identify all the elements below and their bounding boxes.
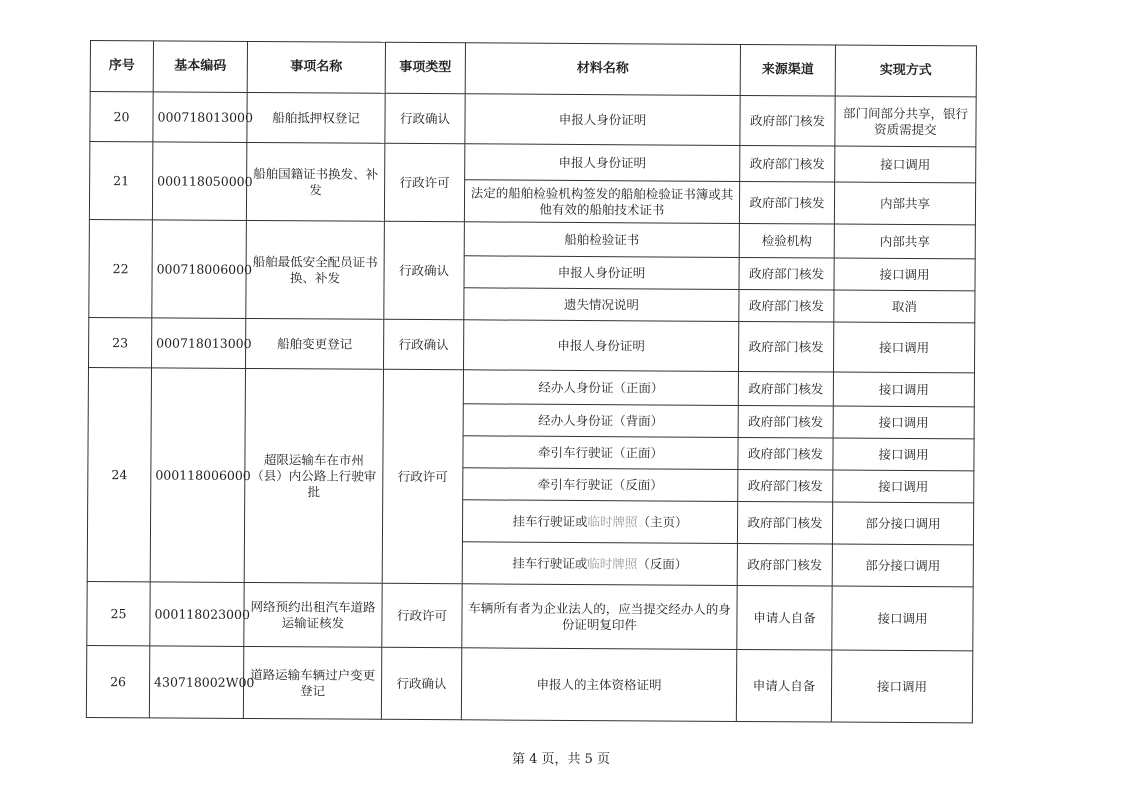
material-faded-text: 临时牌照 (587, 513, 638, 529)
cell-code: 000118050000 (152, 142, 246, 221)
header-seq: 序号 (90, 41, 153, 92)
cell-item: 网络预约出租汽车道路运输证核发 (244, 582, 382, 647)
cell-source: 政府部门核发 (738, 321, 833, 372)
cell-material: 车辆所有者为企业法人的，应当提交经办人的身份证明复印件 (462, 584, 737, 650)
page-footer: 第 4 页，共 5 页 (511, 752, 611, 767)
cell-code: 000718013000 (153, 92, 247, 143)
material-text-end: （主页） (637, 513, 688, 530)
cell-method: 接口调用 (834, 258, 975, 291)
cell-method: 接口调用 (835, 146, 976, 183)
cell-method: 接口调用 (833, 406, 974, 439)
table-row (90, 142, 976, 183)
table-row (88, 317, 974, 372)
cell-source: 政府部门核发 (738, 371, 833, 406)
table-row (88, 367, 974, 406)
cell-method: 内部共享 (834, 182, 975, 225)
cell-method: 接口调用 (832, 586, 973, 651)
cell-method: 接口调用 (831, 650, 972, 723)
cell-code: 000118006000 (150, 368, 245, 583)
cell-material: 经办人身份证（正面） (463, 370, 738, 406)
cell-source: 政府部门核发 (739, 181, 834, 224)
material-text: 挂车行驶证或 (512, 513, 588, 529)
cell-source: 检验机构 (739, 223, 834, 258)
cell-code: 000718013000 (151, 318, 245, 369)
table-row (87, 581, 973, 650)
cell-material: 申报人身份证明 (465, 94, 740, 146)
cell-type: 行政确认 (381, 647, 461, 719)
cell-source: 政府部门核发 (740, 145, 835, 182)
cell-type: 行政许可 (382, 369, 463, 583)
cell-material: 牵引车行驶证（正面） (463, 436, 738, 470)
cell-material: 申报人身份证明 (463, 320, 738, 372)
cell-type: 行政许可 (384, 143, 464, 221)
cell-source: 政府部门核发 (739, 289, 834, 322)
cell-type: 行政确认 (384, 221, 465, 319)
cell-source: 政府部门核发 (738, 405, 833, 438)
cell-item: 船舶国籍证书换发、补发 (246, 142, 384, 221)
cell-material (462, 500, 737, 544)
table-body (86, 92, 976, 723)
matters-table (86, 40, 977, 723)
cell-item: 船舶抵押权登记 (247, 92, 385, 143)
cell-method: 接口调用 (833, 470, 974, 503)
cell-material: 申报人身份证明 (465, 144, 740, 182)
material-faded-text: 临时牌照 (587, 555, 638, 571)
cell-source: 政府部门核发 (738, 469, 833, 502)
cell-code: 000118023000 (150, 582, 244, 647)
cell-material: 经办人身份证（背面） (463, 404, 738, 438)
cell-seq: 22 (89, 219, 153, 317)
cell-source: 政府部门核发 (737, 543, 832, 586)
cell-method: 部门间部分共享，银行资质需提交 (835, 96, 976, 147)
cell-item: 船舶变更登记 (245, 318, 383, 369)
cell-method: 内部共享 (834, 224, 975, 259)
cell-source: 申请人自备 (737, 585, 832, 650)
cell-method: 部分接口调用 (832, 502, 973, 545)
cell-seq: 25 (87, 581, 150, 645)
cell-code: 430718002W00 (149, 646, 243, 719)
cell-type: 行政确认 (383, 319, 463, 369)
cell-material: 法定的船舶检验机构签发的船舶检验证书簿或其他有效的船舶技术证书 (464, 180, 739, 224)
table-row (90, 92, 976, 147)
cell-material: 申报人身份证明 (464, 256, 739, 290)
header-source: 来源渠道 (740, 44, 835, 96)
cell-method: 接口调用 (833, 372, 974, 407)
cell-type: 行政许可 (382, 583, 462, 647)
cell-item: 道路运输车辆过户变更登记 (243, 646, 381, 719)
cell-source: 申请人自备 (736, 649, 831, 722)
header-code: 基本编码 (153, 41, 247, 93)
cell-code: 000718006000 (152, 220, 247, 319)
cell-material (462, 542, 737, 586)
header-type: 事项类型 (385, 42, 465, 93)
cell-source: 政府部门核发 (740, 95, 835, 146)
header-material: 材料名称 (465, 43, 740, 96)
cell-method: 接口调用 (833, 322, 974, 373)
cell-seq: 26 (86, 645, 149, 717)
cell-source: 政府部门核发 (737, 501, 832, 544)
cell-material: 遗失情况说明 (464, 288, 739, 322)
header-row (90, 41, 976, 97)
cell-material: 申报人的主体资格证明 (461, 648, 736, 722)
cell-material: 牵引车行驶证（反面） (463, 468, 738, 502)
header-method: 实现方式 (835, 45, 976, 97)
cell-type: 行政确认 (385, 93, 465, 143)
cell-method: 取消 (834, 290, 975, 323)
header-item: 事项名称 (247, 41, 385, 93)
cell-item: 船舶最低安全配员证书换、补发 (246, 220, 385, 319)
cell-material: 船舶检验证书 (464, 222, 739, 258)
cell-seq: 21 (89, 142, 152, 220)
table-row (89, 219, 975, 258)
cell-item: 超限运输车在市州（县）内公路上行驶审批 (244, 368, 383, 583)
cell-method: 接口调用 (833, 438, 974, 471)
cell-seq: 24 (87, 367, 151, 581)
cell-source: 政府部门核发 (739, 257, 834, 290)
cell-method: 部分接口调用 (832, 544, 973, 587)
cell-seq: 20 (90, 92, 153, 142)
material-text: 挂车行驶证或 (512, 555, 588, 571)
material-text-end: （反面） (637, 555, 688, 572)
cell-source: 政府部门核发 (738, 437, 833, 470)
cell-seq: 23 (88, 317, 151, 367)
table-row (86, 645, 972, 722)
